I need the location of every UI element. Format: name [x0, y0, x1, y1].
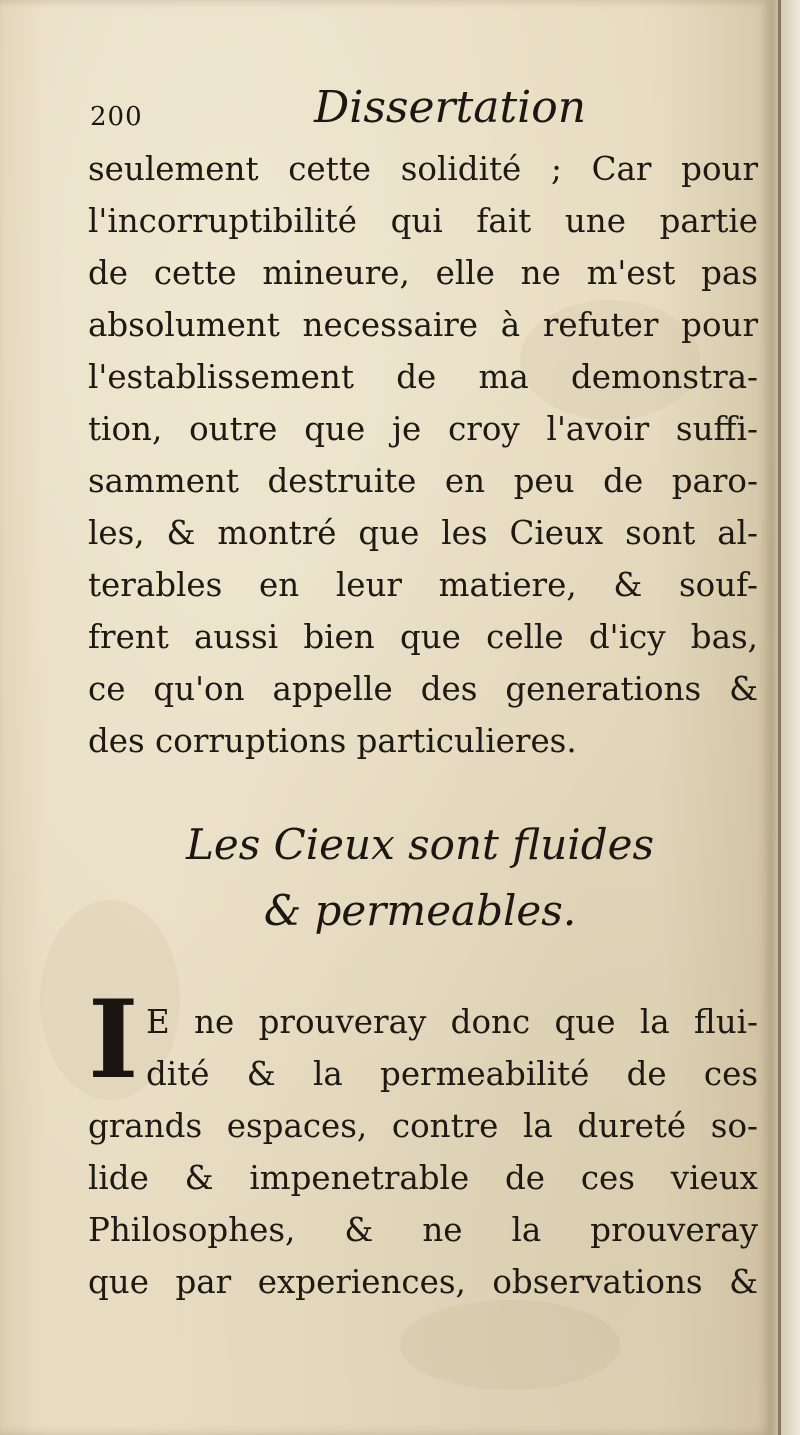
- drop-cap: I: [88, 977, 139, 1103]
- text-line: dité & la permeabilité de ces: [146, 1055, 758, 1093]
- page-header: [90, 82, 750, 142]
- section-heading: [120, 812, 720, 944]
- paper-stain: [400, 1300, 620, 1390]
- text-line: ce qu'on appelle des generations &: [88, 670, 758, 708]
- text-line: les, & montré que les Cieux sont al-: [88, 514, 758, 552]
- text-line: l'incorruptibilité qui fait une partie: [88, 202, 758, 240]
- text-line: lide & impenetrable de ces vieux: [88, 1159, 758, 1197]
- running-title: Dissertation: [314, 82, 587, 133]
- paragraph-2: [88, 996, 758, 1308]
- text-line: absolument necessaire à refuter pour: [88, 306, 758, 344]
- text-line: samment destruite en peu de paro-: [88, 462, 758, 500]
- text-line: seulement cette solidité ; Car pour: [88, 150, 758, 188]
- page-number: 200: [90, 102, 143, 132]
- section-heading-line: & permeables.: [263, 886, 577, 935]
- text-line: frent aussi bien que celle d'icy bas,: [88, 618, 758, 656]
- text-line: terables en leur matiere, & souf-: [88, 566, 758, 604]
- text-line: que par experiences, observations &: [88, 1263, 758, 1301]
- text-line: de cette mineure, elle ne m'est pas: [88, 254, 758, 292]
- text-line: E ne prouveray donc que la flui-: [146, 1003, 758, 1041]
- section-heading-line: Les Cieux sont fluides: [185, 820, 655, 869]
- paragraph-1: [88, 143, 758, 767]
- text-line: grands espaces, contre la dureté so-: [88, 1107, 758, 1145]
- text-line: des corruptions particulieres.: [88, 722, 577, 760]
- text-line: Philosophes, & ne la prouveray: [88, 1211, 758, 1249]
- text-line: tion, outre que je croy l'avoir suffi-: [88, 410, 758, 448]
- page-edge: [772, 0, 800, 1435]
- binding-edge-line: [778, 0, 781, 1435]
- text-line: l'establissement de ma demonstra-: [88, 358, 758, 396]
